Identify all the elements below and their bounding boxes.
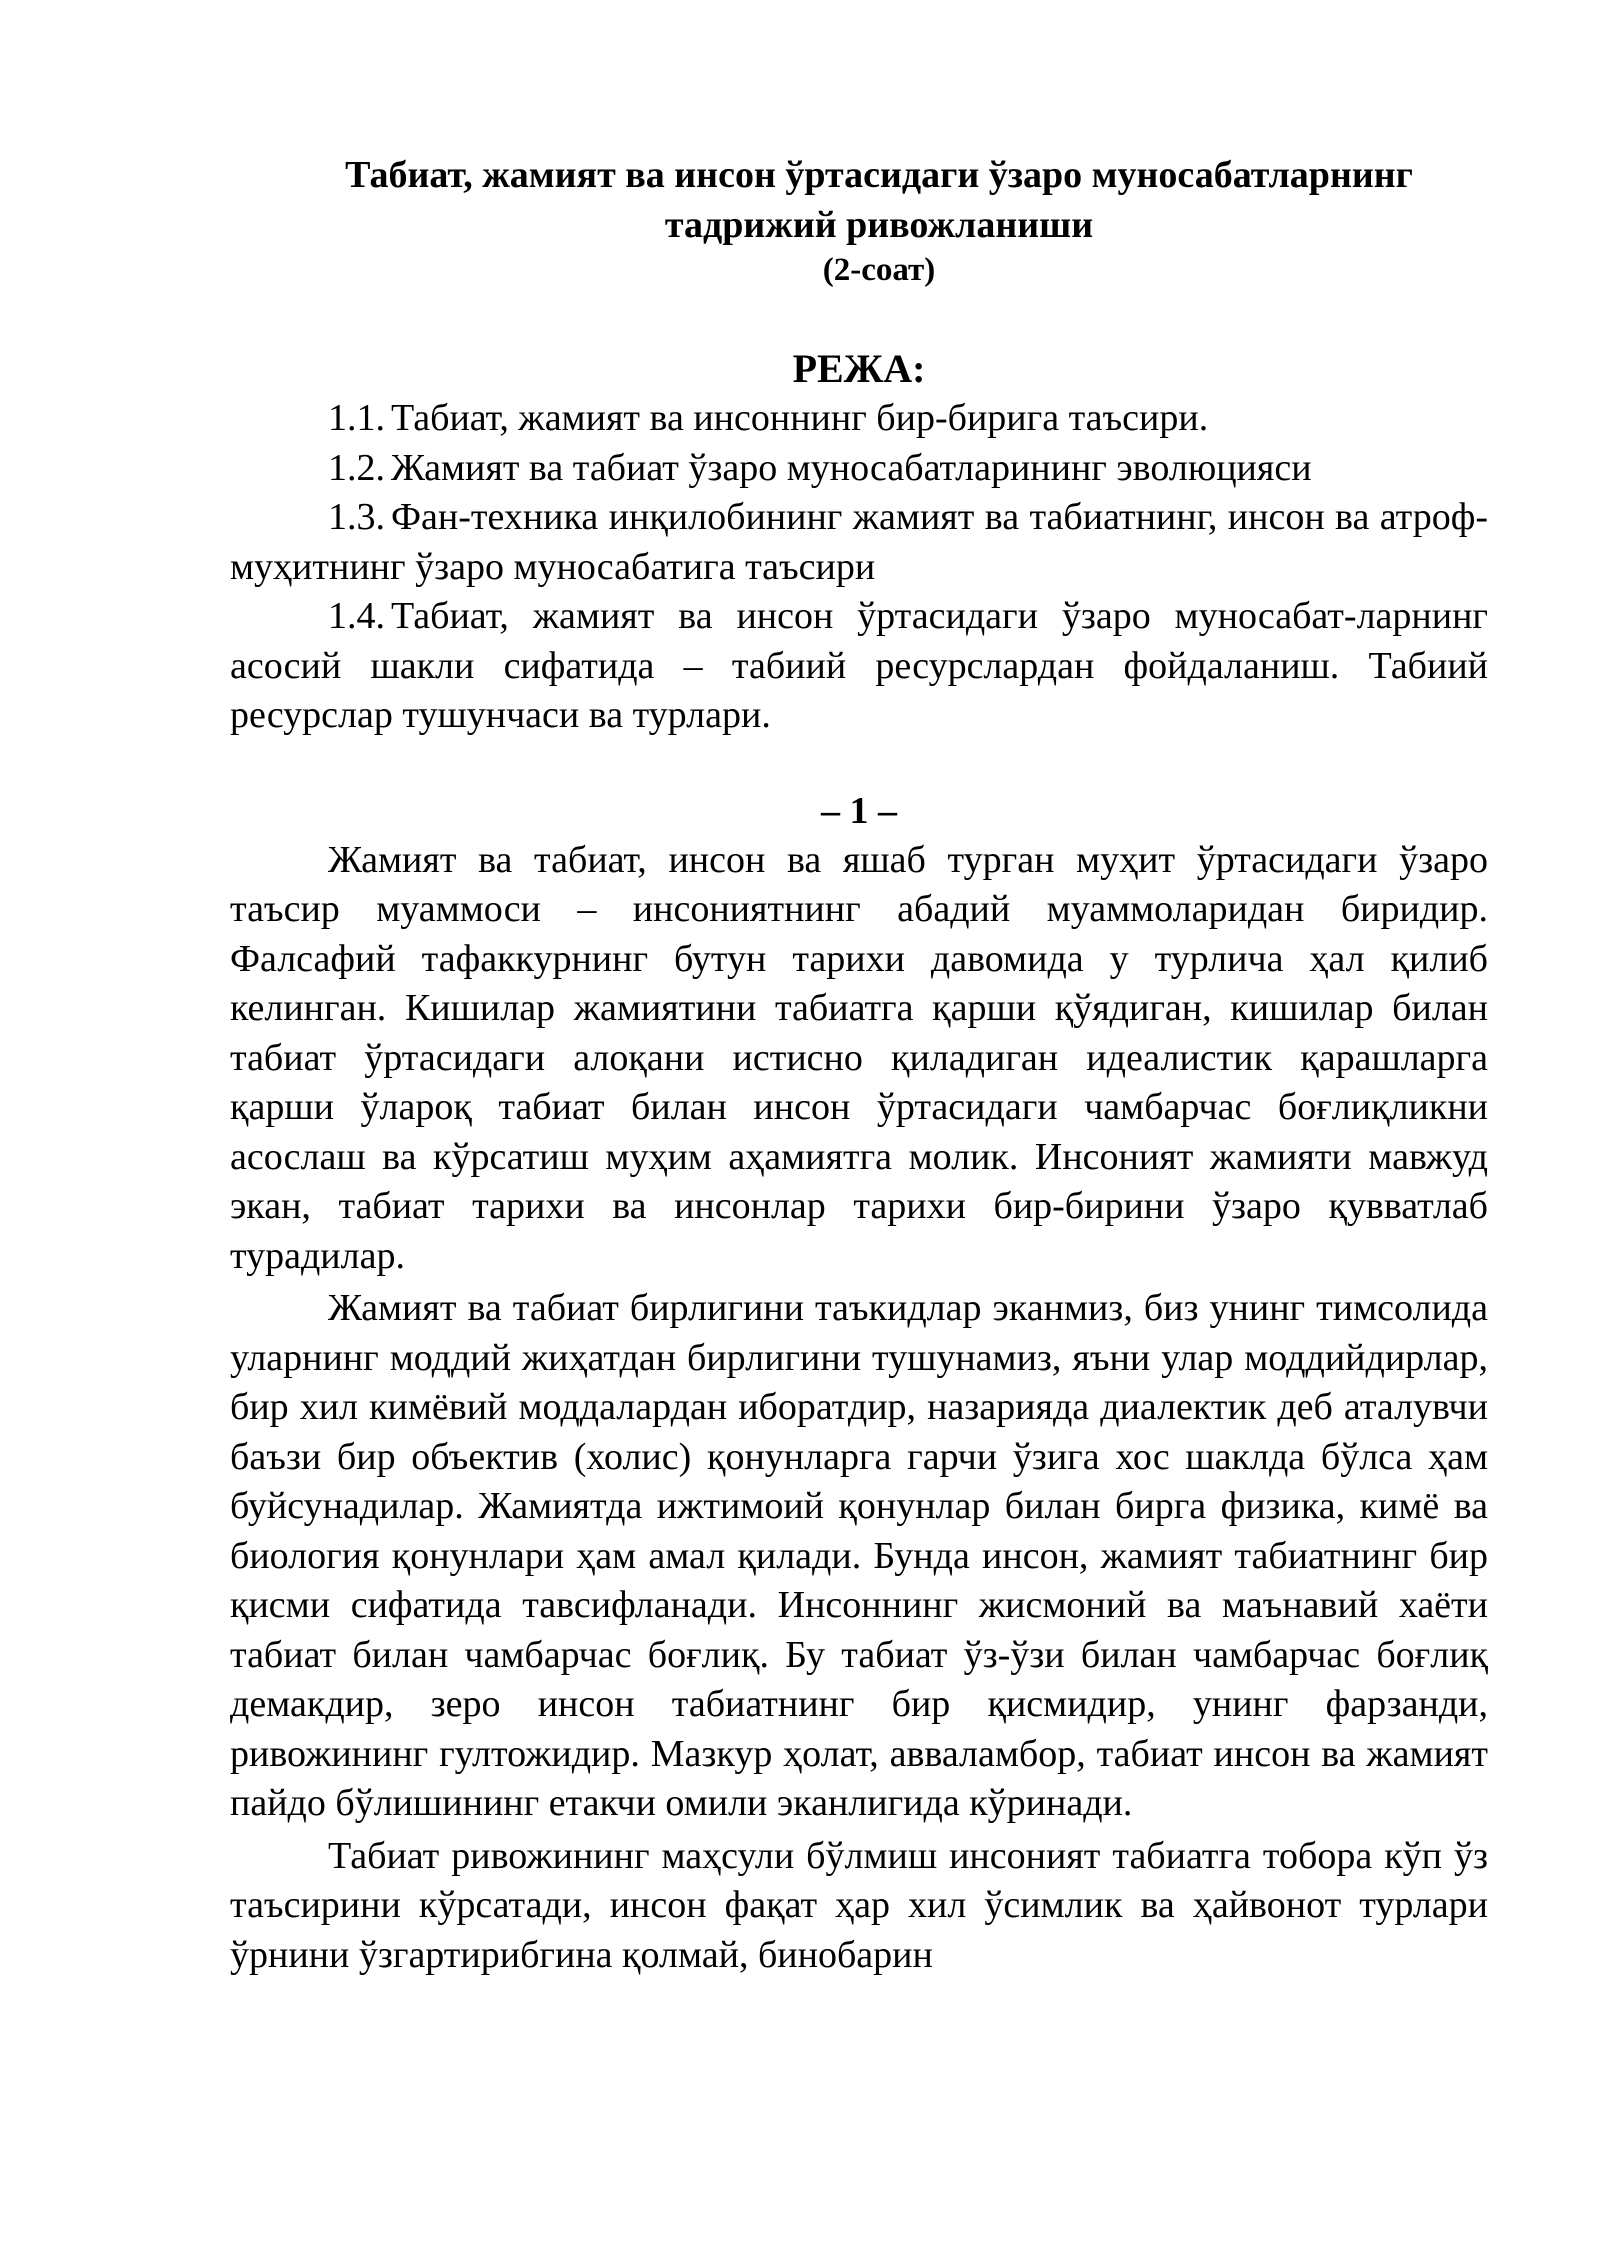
plan-item-number: 1.3. <box>328 496 385 538</box>
plan-item-number: 1.4. <box>328 595 385 637</box>
body-paragraph-1: Жамият ва табиат, инсон ва яшаб турган муҳит ўртасидаги ўзаро таъсир муаммоси – инсониятнинг абадий муаммоларидан биридир. Фалсафий тафаккурнинг бутун тарихи давомида у турлича ҳал қилиб келинган. Кишилар жамиятини табиатга қарши қўядиган, кишилар билан табиат ўртасидаги алоқани истисно қиладиган идеалистик қарашларга қарши ўлароқ табиат билан инсон ўртасидаги чамбарчас боғлиқликни асослаш ва кўрсатиш муҳим аҳамиятга молик. Инсоният жамияти мавжуд экан, табиат тарихи ва инсонлар тарихи бир-бирини ўзаро қувватлаб турадилар. <box>230 838 1488 1277</box>
plan-item-text: Табиат, жамият ва инсоннинг бир-бирига таъсири. <box>391 397 1209 439</box>
plan-item <box>230 394 1488 444</box>
plan-list <box>230 394 1488 741</box>
body-paragraph-3: Табиат ривожининг маҳсули бўлмиш инсоният табиатга тобора кўп ўз таъсирини кўрсатади, инсон фақат ҳар хил ўсимлик ва ҳайвонот турлари ўрнини ўзгартирибгина қолмай, бинобарин <box>230 1834 1488 1976</box>
plan-item-number: 1.2. <box>328 446 385 489</box>
plan-item <box>230 444 1488 494</box>
plan-item-number: 1.1. <box>328 397 385 439</box>
body-paragraph-2: Жамият ва табиат бирлигини таъкидлар эканмиз, биз унинг тимсолида уларнинг моддий жиҳатдан бирлигини тушунамиз, яъни улар моддийдирлар, бир хил кимёвий моддалардан иборатдир, назарияда диалектик деб аталувчи баъзи бир объектив (холис) қонунларга гарчи ўзига хос шаклда бўлса ҳам буйсунадилар. Жамиятда ижтимоий қонунлар билан бирга физика, кимё ва биология қонунлари ҳам амал қилади. Бунда инсон, жамият табиатнинг бир қисми сифатида тавсифланади. Инсоннинг жисмоний ва маънавий хаёти табиат билан чамбарчас боғлиқ. Бу табиат ўз-ўзи билан чамбарчас боғлиқ демакдир, зеро инсон табиатнинг бир қисмидир, унинг фарзанди, ривожининг гултожидир. Мазкур ҳолат, авваламбор, табиат инсон ва жамият пайдо бўлишининг етакчи омили эканлигида кўринади. <box>230 1287 1488 1824</box>
plan-item-text: Жамият ва табиат ўзаро муносабатларининг эволюцияси <box>391 446 1312 489</box>
document-subtitle: (2-соат) <box>822 252 936 288</box>
document-title <box>230 150 1488 250</box>
plan-item <box>230 493 1488 592</box>
plan-item-text: Табиат, жамият ва инсон ўртасидаги ўзаро муносабат-ларнинг асосий шакли сифатида – табиий ресурслардан фойдаланиш. Табиий ресурслар тушунчаси ва турлари. <box>230 595 1488 736</box>
document-title-line-1: Табиат, жамият ва инсон ўртасидаги ўзаро муносабатларнинг <box>345 154 1413 196</box>
plan-item <box>230 592 1488 741</box>
plan-heading: РЕЖА: <box>792 346 926 391</box>
section-number: – 1 – <box>821 789 897 832</box>
document-page <box>230 150 1488 1983</box>
document-title-line-2: тадрижий ривожланиши <box>664 204 1094 246</box>
plan-item-text: Фан-техника инқилобининг жамият ва табиатнинг, инсон ва атроф-муҳитнинг ўзаро муносабатига таъсири <box>230 496 1488 588</box>
